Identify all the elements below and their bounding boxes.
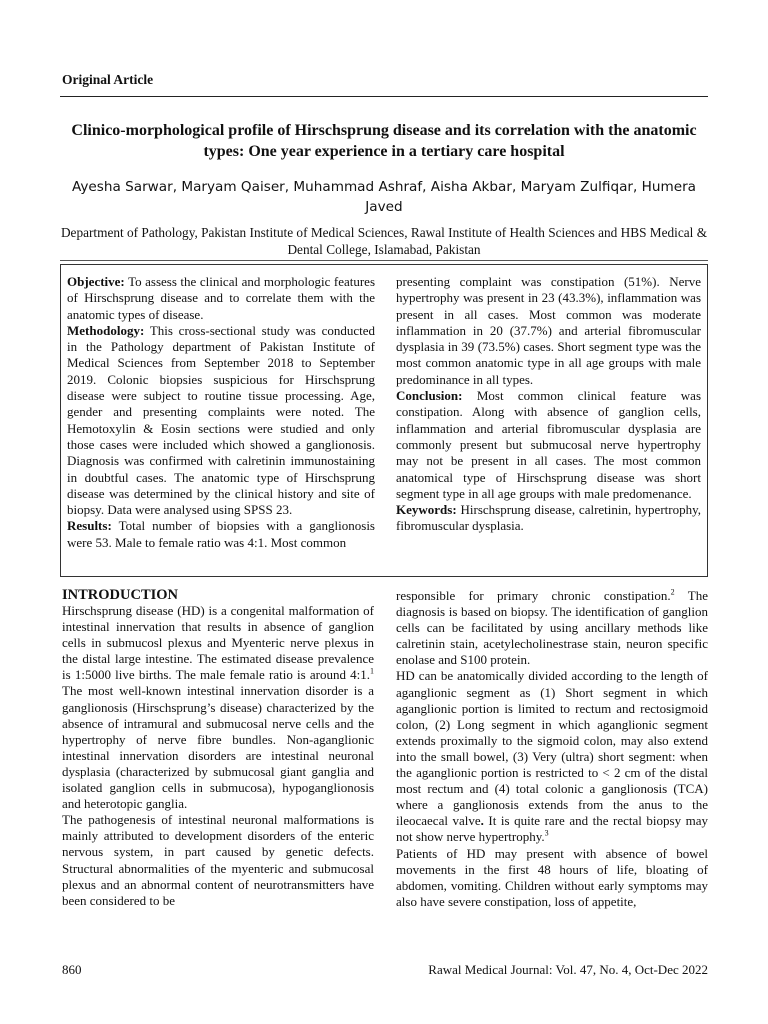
citation-1: 1	[370, 667, 374, 677]
keywords-label: Keywords:	[396, 502, 457, 518]
affiliation: Department of Pathology, Pakistan Institute of Medical Sciences, Rawal Institute of Health Sciences and HBS Medical & Dental College, Islamabad, Pakistan	[60, 225, 708, 257]
introduction-heading: INTRODUCTION	[62, 587, 179, 603]
conclusion-text: Most common clinical feature was constipation. Along with absence of ganglion cells, inflammation and arterial fibromuscular dysplasia are commonly present but submucosal nerve hypertrophy may not be present in all cases. The most common anatomical type of Hirschsprung disease was short segment type in all age groups with male predomenance.	[396, 388, 702, 501]
body-right-column	[396, 588, 708, 910]
intro-p2-cont-a: responsible for primary chronic constipation.	[396, 588, 671, 603]
intro-paragraph-1	[62, 603, 374, 812]
intro-p3-text-a: HD can be anatomically divided according to the length of aganglionic segment as (1) Short segment in which aganglionic portion is limited to rectum and rectosigmoid colon, (2) Long segment in which aganglionic segment extends proximally to the sigmoid colon, may also extend into the small bowel, (3) Very (ultra) short segment: when the aganglionic portion is restricted to < 2 cm of the distal most rectum and (4) total colonic a ganglionosis (TCA) where a ganglionosis extends from the anus to the ileocaecal valve	[396, 668, 708, 829]
body-left-column	[62, 603, 374, 909]
abstract-objective	[67, 274, 375, 323]
intro-p1-text-a: Hirschsprung disease (HD) is a congenital malformation of intestinal innervation that results in absence of ganglion cells in submucosl plexus and Myenteric nerve plexus in the distal large intestine. The estimated disease prevalence is 1:5000 live births. The male female ratio is around 4:1.	[62, 603, 374, 683]
page-number: 860	[62, 962, 82, 977]
abstract-left-column	[67, 274, 375, 551]
abstract-conclusion	[396, 388, 701, 502]
journal-citation: Rawal Medical Journal: Vol. 47, No. 4, Oct-Dec 2022	[428, 962, 708, 977]
abstract-methodology	[67, 323, 375, 519]
keywords-text: Hirschsprung disease, calretinin, hypertrophy, fibromuscular dysplasia.	[396, 502, 702, 534]
objective-text: To assess the clinical and morphologic features of Hirschsprung disease and to correlate them with the anatomic types of disease.	[67, 274, 376, 322]
results-label: Results:	[67, 518, 112, 534]
methodology-text: This cross-sectional study was conducted in the Pathology department of Pakistan Institute of Medical Sciences from September 2018 to September 2019. Colonic biopsies suspicious for Hirschsprung disease were subject to routine tissue processing. Age, gender and presenting complaints were noted. The Hemotoxylin & Eosin sections were studied and only those cases were included which showed a ganglionosis. Diagnosis was confirmed with calretinin immunostaining in doubtful cases. The anatomic type of Hirschsprung disease was determined by the clinical history and site of biopsy. Data were analysed using SPSS 23.	[67, 322, 375, 518]
article-type-label: Original Article	[62, 72, 154, 87]
citation-3: 3	[544, 829, 549, 839]
abstract-results	[67, 518, 375, 551]
intro-paragraph-3: HD can be anatomically divided according to the length of aganglionic segment as (1) Short segment in which aganglionic portion is limited to rectum and rectosigmoid colon, (2) Long segment in which aganglionic segment extends proximally to the sigmoid colon, may also extend into the small bowel, (3) Very (ultra) short segment: when the aganglionic portion is restricted to < 2 cm of the distal most rectum and (4) total colonic a ganglionosis (TCA) where a ganglionosis extends from the anus to the ileocaecal valve. It is quite rare and the rectal biopsy may not show nerve hypertrophy.$^3$	[396, 668, 709, 845]
intro-paragraph-2-continued	[396, 588, 708, 668]
methodology-label: Methodology:	[67, 322, 145, 338]
intro-p1-text-b: The most well-known intestinal innervation disorder is a ganglionosis (Hirschsprung’s disease) characterized by the absence of intramural and submucosal nerve cells and the hypertrophy of nerve fibre bundles. Non-aganglionic intestinal innervation disorders are intestinal neuronal dysplasia (characterized by submucosal giant ganglia and isolated ganglion cells in submucosa), hypoganglionosis and heterotopic ganglia.	[62, 683, 374, 812]
intro-paragraph-2: The pathogenesis of intestinal neuronal malformations is mainly attributed to development disorders of the enteric nervous system, in part caused by genetic defects. Structural abnormalities of the myenteric and submucosal plexus and an abnormal content of neurotransmitters have been considered to be	[62, 812, 374, 908]
results-text-part2: presenting complaint was constipation (51%). Nerve hypertrophy was present in 23 (43.3%), inflammation was present in all cases. Most common was moderate inflammation in 20 (37.7%) and arterial fibromuscular dysplasia in 39 (73.5%) cases. Short segment type was the most common anatomic type in all age groups with male predominance in all types.	[396, 274, 701, 387]
abstract-keywords	[396, 502, 701, 535]
citation-2: 2	[670, 587, 675, 597]
objective-label: Objective:	[67, 274, 125, 289]
article-title: Clinico-morphological profile of Hirschsprung disease and its correlation with the anatomic types: One year experience in a tertiary care hospital	[71, 122, 697, 160]
abstract-right-column	[396, 274, 701, 535]
intro-paragraph-4: Patients of HD may present with absence of bowel movements in the first 48 hours of life, bloating of abdomen, vomiting. Children without early symptoms may also have severe constipation, loss of appetite,	[396, 845, 708, 909]
author-list: Ayesha Sarwar, Maryam Qaiser, Muhammad Ashraf, Aisha Akbar, Maryam Zulfiqar, Humera Javed	[71, 179, 697, 215]
conclusion-label: Conclusion:	[396, 388, 463, 404]
intro-p2-cont-b: The diagnosis is based on biopsy. The identification of ganglion cells can be facilitated by using ancillary methods like calretinin stain, acetylecholinestrase stain, neuron specific enolase and S100 protein.	[396, 588, 708, 668]
intro-p3-text-b: It is quite rare and the rectal biopsy may not show nerve hypertrophy.	[396, 813, 709, 845]
results-text-part1: Total number of biopsies with a ganglionosis were 53. Male to female ratio was 4:1. Most common	[67, 518, 375, 550]
